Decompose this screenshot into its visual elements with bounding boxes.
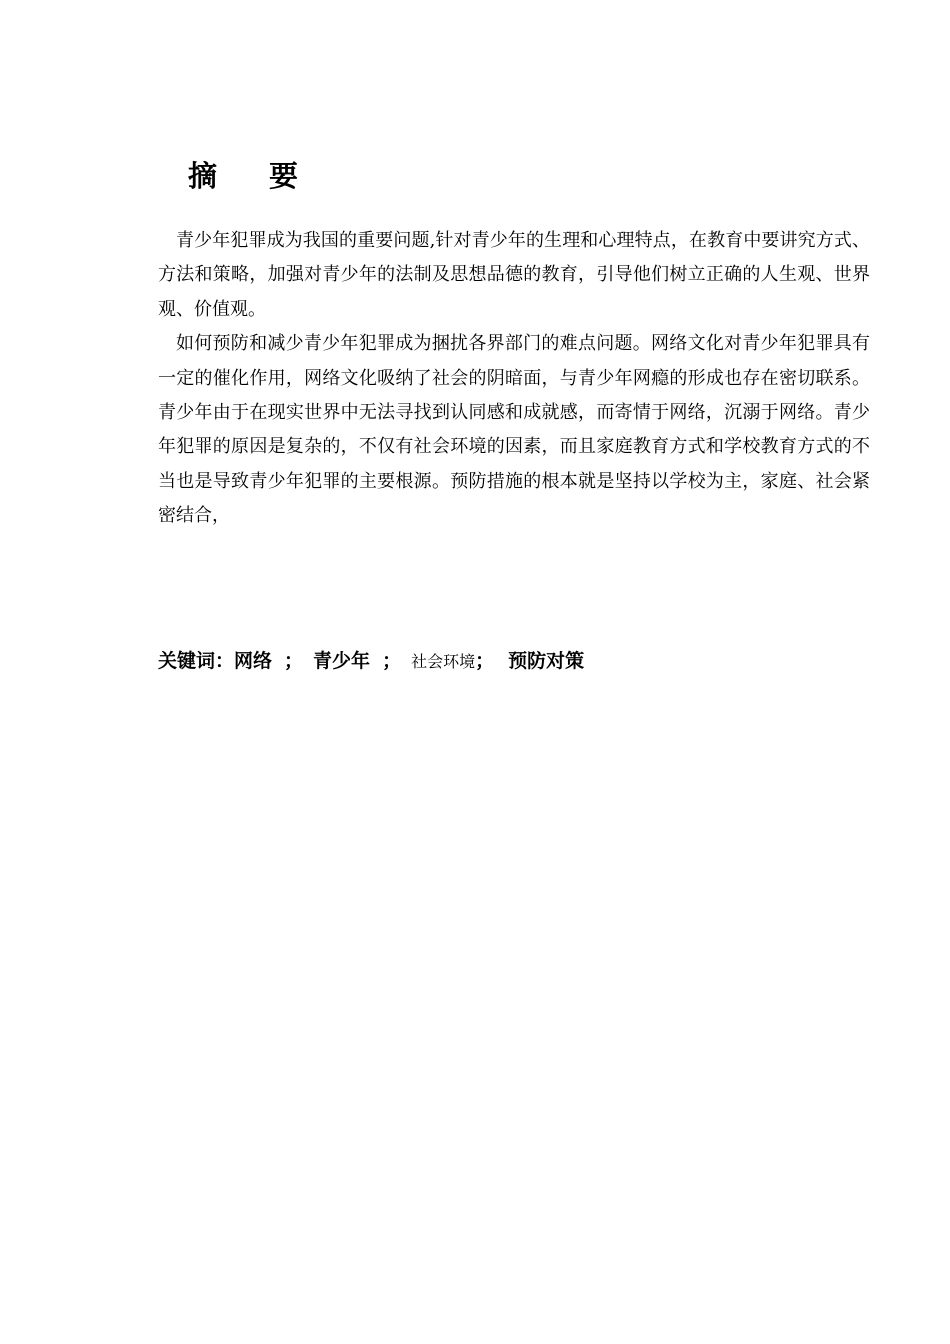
keyword-item: 预防对策 <box>508 650 585 672</box>
abstract-paragraph-2: 如何预防和减少青少年犯罪成为捆扰各界部门的难点问题。网络文化对青少年犯罪具有一定的催化作用，网络文化吸纳了社会的阴暗面，与青少年网瘾的形成也存在密切联系。青少年由于在现实世界中无法寻找到认同感和成就感，而寄情于网络，沉溺于网络。青少年犯罪的原因是复杂的，不仅有社会环境的因素，而且家庭教育方式和学校教育方式的不当也是导致青少年犯罪的主要根源。预防措施的根本就是坚持以学校为主，家庭、社会紧密结合， <box>158 333 870 527</box>
abstract-paragraph-1: 青少年犯罪成为我国的重要问题,针对青少年的生理和心理特点，在教育中要讲究方式、方法和策略，加强对青少年的法制及思想品德的教育，引导他们树立正确的人生观、世界观、价值观。 <box>158 230 870 320</box>
keywords-label: 关键词： <box>158 650 235 672</box>
keyword-separator: ； <box>284 650 304 672</box>
keyword-item: 青少年 <box>313 650 371 672</box>
keyword-item: 社会环境 <box>411 652 476 671</box>
keyword-separator: ； <box>382 650 402 672</box>
heading-char-2: 要 <box>269 159 299 193</box>
keywords-line <box>158 645 584 678</box>
keyword-item: 网络 <box>234 650 273 672</box>
abstract-body <box>158 224 870 534</box>
keyword-separator: ； <box>475 650 495 672</box>
abstract-heading <box>188 158 298 194</box>
heading-char-1: 摘 <box>188 159 218 193</box>
